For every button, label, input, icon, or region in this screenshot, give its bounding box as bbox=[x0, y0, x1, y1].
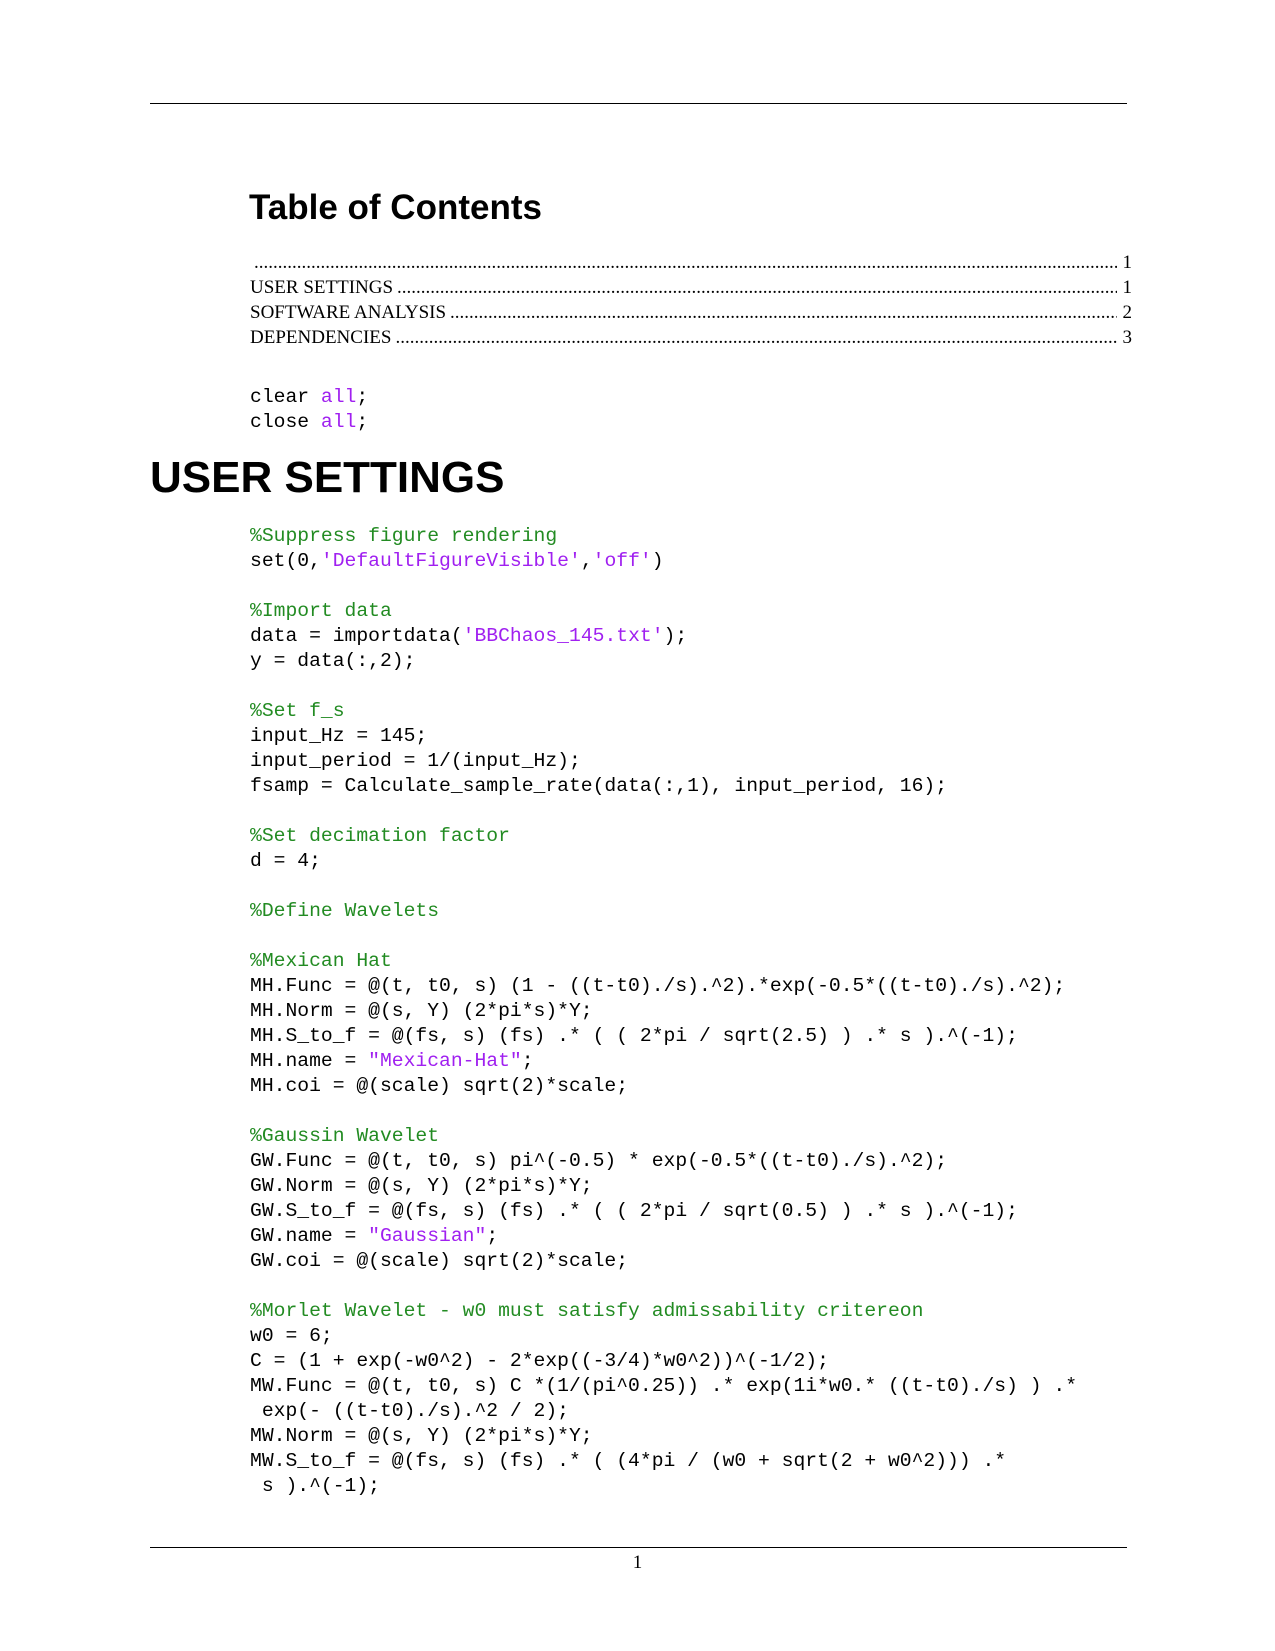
code-keyword: all bbox=[320, 411, 357, 433]
code-text: set(0, bbox=[250, 550, 321, 572]
code-comment: %Morlet Wavelet - w0 must satisfy admissability critereon bbox=[250, 1300, 924, 1322]
code-text: data = importdata( bbox=[250, 625, 463, 647]
code-text: GW.S_to_f = @(fs, s) (fs) .* ( ( 2*pi / sqrt(0.5) ) .* s ).^(-1); bbox=[250, 1200, 1018, 1222]
code-block-user-settings bbox=[250, 524, 1077, 1499]
code-text: input_Hz = 145; bbox=[250, 725, 428, 747]
page-number: 1 bbox=[632, 1552, 643, 1573]
code-text: w0 = 6; bbox=[250, 1325, 333, 1347]
toc-entry-label: DEPENDENCIES bbox=[250, 327, 392, 348]
code-line bbox=[250, 725, 427, 747]
code-string: 'off' bbox=[592, 550, 652, 572]
table-of-contents bbox=[250, 250, 1132, 350]
code-line bbox=[250, 650, 415, 672]
code-text: MW.S_to_f = @(fs, s) (fs) .* ( (4*pi / (w0 + sqrt(2 + w0^2))) .* bbox=[250, 1450, 1007, 1472]
toc-entry-label: SOFTWARE ANALYSIS bbox=[250, 302, 447, 323]
toc-entry[interactable] bbox=[250, 275, 1132, 300]
code-comment: %Mexican Hat bbox=[250, 950, 392, 972]
code-text: clear bbox=[250, 386, 321, 408]
section-heading-user-settings: USER SETTINGS bbox=[150, 453, 505, 502]
code-line bbox=[250, 1000, 593, 1022]
toc-leader-dots bbox=[395, 325, 1116, 350]
code-string: "Gaussian" bbox=[368, 1225, 487, 1247]
code-text: MH.name = bbox=[250, 1050, 369, 1072]
code-line bbox=[250, 1025, 1018, 1047]
code-line bbox=[250, 1425, 593, 1447]
code-comment: %Define Wavelets bbox=[250, 900, 440, 922]
code-text: y = data(:,2); bbox=[250, 650, 416, 672]
toc-entry-page: 1 bbox=[1122, 277, 1132, 298]
code-line bbox=[250, 525, 557, 547]
code-text: GW.name = bbox=[250, 1225, 369, 1247]
header-rule bbox=[150, 103, 1127, 104]
code-text: ) bbox=[651, 550, 664, 572]
code-text: GW.Norm = @(s, Y) (2*pi*s)*Y; bbox=[250, 1175, 593, 1197]
code-text: fsamp = Calculate_sample_rate(data(:,1), input_period, 16); bbox=[250, 775, 948, 797]
toc-entry[interactable] bbox=[250, 300, 1132, 325]
code-line bbox=[250, 1325, 333, 1347]
code-line bbox=[250, 1475, 380, 1497]
code-comment: %Set decimation factor bbox=[250, 825, 510, 847]
footer-rule bbox=[150, 1547, 1127, 1548]
code-text: MH.S_to_f = @(fs, s) (fs) .* ( ( 2*pi / sqrt(2.5) ) .* s ).^(-1); bbox=[250, 1025, 1018, 1047]
toc-entry[interactable] bbox=[250, 250, 1132, 275]
code-text: MH.Func = @(t, t0, s) (1 - ((t-t0)./s).^2).*exp(-0.5*((t-t0)./s).^2); bbox=[250, 975, 1066, 997]
code-line bbox=[250, 750, 581, 772]
code-string: "Mexican-Hat" bbox=[368, 1050, 522, 1072]
code-line bbox=[250, 825, 510, 847]
code-text: MW.Norm = @(s, Y) (2*pi*s)*Y; bbox=[250, 1425, 593, 1447]
code-line bbox=[250, 386, 368, 408]
code-text: ); bbox=[663, 625, 688, 647]
code-line bbox=[250, 625, 687, 647]
code-line bbox=[250, 975, 1065, 997]
code-line bbox=[250, 1375, 1077, 1397]
code-line bbox=[250, 1050, 534, 1072]
code-line bbox=[250, 1300, 923, 1322]
code-line bbox=[250, 900, 439, 922]
code-string: 'DefaultFigureVisible' bbox=[320, 550, 581, 572]
code-comment: %Set f_s bbox=[250, 700, 345, 722]
code-line bbox=[250, 600, 392, 622]
code-line bbox=[250, 1175, 593, 1197]
code-text: s ).^(-1); bbox=[250, 1475, 380, 1497]
code-line bbox=[250, 1150, 947, 1172]
code-text: input_period = 1/(input_Hz); bbox=[250, 750, 581, 772]
code-text: , bbox=[580, 550, 593, 572]
code-text: MH.Norm = @(s, Y) (2*pi*s)*Y; bbox=[250, 1000, 593, 1022]
code-block-preamble bbox=[250, 385, 368, 435]
code-text: MH.coi = @(scale) sqrt(2)*scale; bbox=[250, 1075, 629, 1097]
code-line bbox=[250, 775, 947, 797]
toc-leader-dots bbox=[397, 275, 1116, 300]
code-line bbox=[250, 1250, 628, 1272]
code-line bbox=[250, 1450, 1006, 1472]
code-comment: %Suppress figure rendering bbox=[250, 525, 558, 547]
code-string: 'BBChaos_145.txt' bbox=[462, 625, 664, 647]
toc-leader-dots bbox=[450, 300, 1116, 325]
toc-entry[interactable] bbox=[250, 325, 1132, 350]
toc-entry-page: 3 bbox=[1122, 327, 1132, 348]
code-keyword: all bbox=[320, 386, 357, 408]
code-text: d = 4; bbox=[250, 850, 321, 872]
code-line bbox=[250, 1350, 829, 1372]
toc-entry-page: 1 bbox=[1122, 252, 1132, 273]
code-line bbox=[250, 950, 392, 972]
code-text: GW.coi = @(scale) sqrt(2)*scale; bbox=[250, 1250, 629, 1272]
code-text: MW.Func = @(t, t0, s) C *(1/(pi^0.25)) .* exp(1i*w0.* ((t-t0)./s) ) .* bbox=[250, 1375, 1078, 1397]
code-line bbox=[250, 1075, 628, 1097]
code-text: ; bbox=[356, 411, 369, 433]
code-line bbox=[250, 1125, 439, 1147]
code-line bbox=[250, 1200, 1018, 1222]
code-line bbox=[250, 1225, 498, 1247]
toc-title: Table of Contents bbox=[249, 188, 542, 227]
code-text: exp(- ((t-t0)./s).^2 / 2); bbox=[250, 1400, 569, 1422]
code-comment: %Import data bbox=[250, 600, 392, 622]
toc-entry-page: 2 bbox=[1122, 302, 1132, 323]
code-text: GW.Func = @(t, t0, s) pi^(-0.5) * exp(-0.5*((t-t0)./s).^2); bbox=[250, 1150, 948, 1172]
code-comment: %Gaussin Wavelet bbox=[250, 1125, 440, 1147]
code-text: ; bbox=[486, 1225, 499, 1247]
code-line bbox=[250, 550, 664, 572]
code-text: ; bbox=[521, 1050, 534, 1072]
code-text: C = (1 + exp(-w0^2) - 2*exp((-3/4)*w0^2))^(-1/2); bbox=[250, 1350, 829, 1372]
code-text: close bbox=[250, 411, 321, 433]
code-text: ; bbox=[356, 386, 369, 408]
code-line bbox=[250, 1400, 569, 1422]
toc-leader-dots bbox=[254, 250, 1117, 275]
code-line bbox=[250, 411, 368, 433]
code-line bbox=[250, 700, 345, 722]
toc-entry-label: USER SETTINGS bbox=[250, 277, 394, 298]
code-line bbox=[250, 850, 321, 872]
